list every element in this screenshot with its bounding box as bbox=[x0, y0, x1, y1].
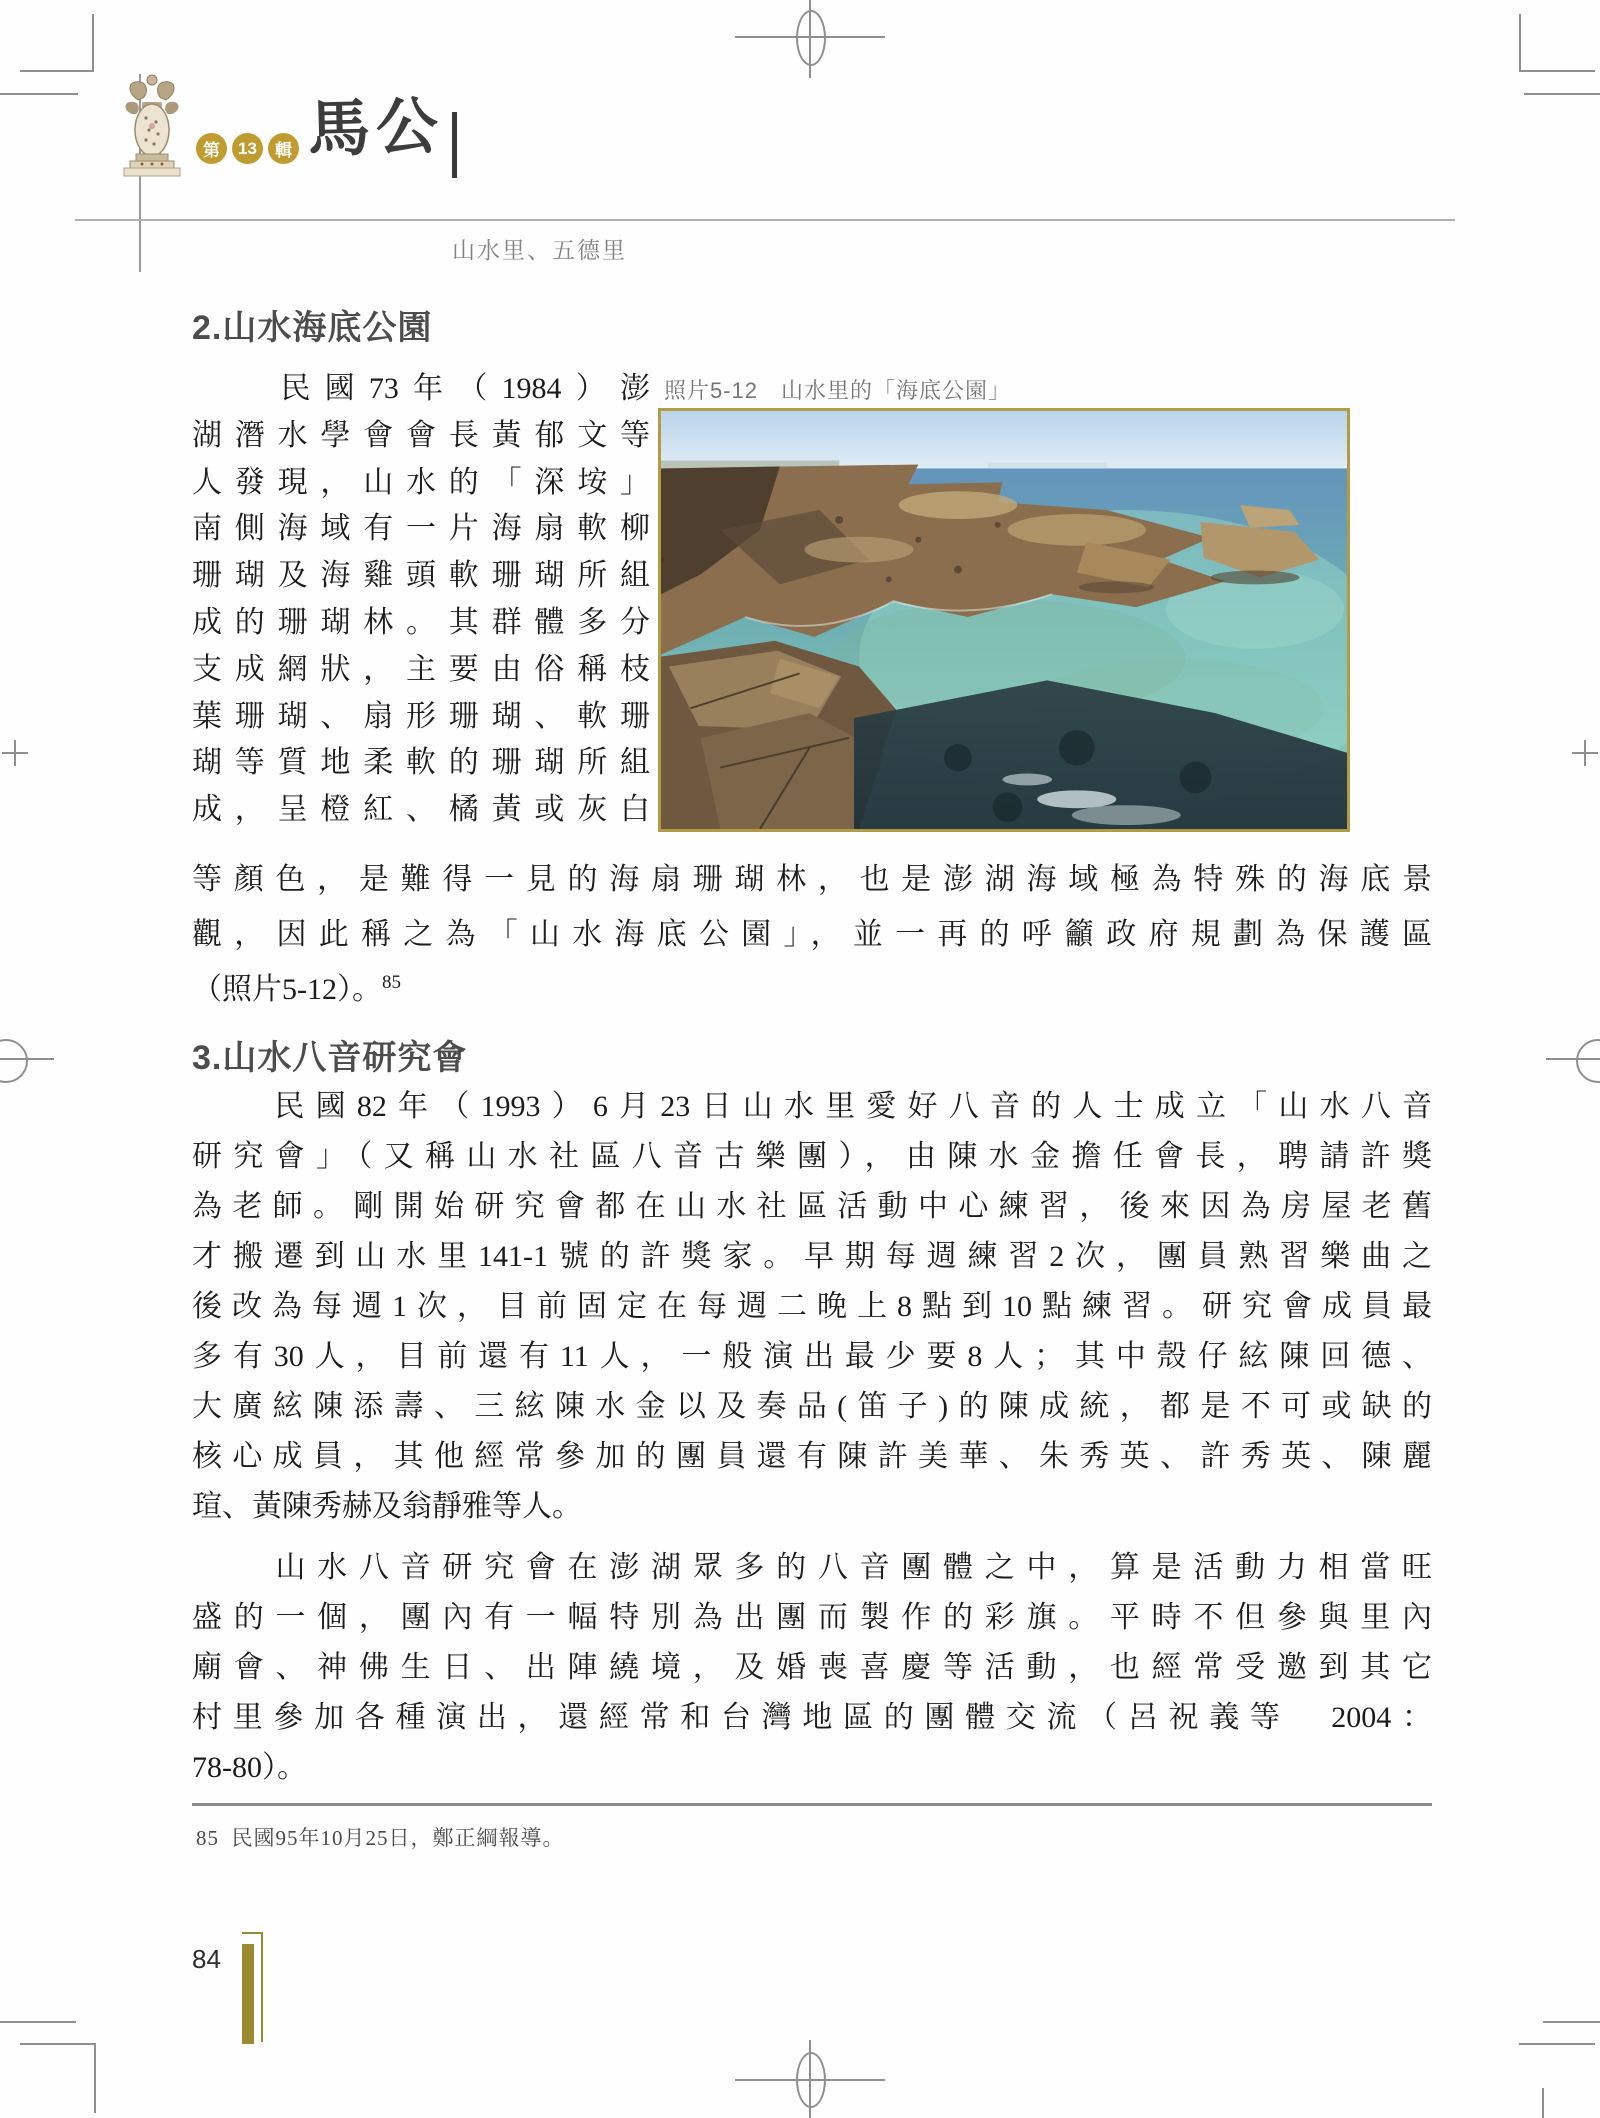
footnote-reference: 85 bbox=[382, 972, 401, 993]
crop-mark-top-left-h2 bbox=[0, 93, 78, 95]
body-line: 廟會、神佛生日、出陣繞境，及婚喪喜慶等活動，也經常受邀到其它 bbox=[192, 1651, 1432, 1684]
crop-mark-top-left-h bbox=[20, 70, 94, 72]
column-line: 成，呈橙紅、橘黃或灰白 bbox=[192, 793, 650, 827]
column-line: 成的珊瑚林。其群體多分 bbox=[192, 605, 650, 639]
footnote-number: 85 bbox=[196, 1826, 219, 1850]
crop-mark-top-right-v bbox=[1519, 14, 1521, 72]
body-line: 78-80）。 bbox=[192, 1751, 307, 1784]
column-line: 瑚等質地柔軟的珊瑚所組 bbox=[192, 746, 650, 780]
title-calligraphy: 馬公 bbox=[307, 93, 445, 165]
section2-full-paragraph bbox=[192, 852, 1432, 1017]
crop-mark-bottom-left-v bbox=[94, 2043, 96, 2113]
body-line: 瑄、黃陳秀赫及翁靜雅等人。 bbox=[192, 1490, 582, 1523]
body-line bbox=[192, 962, 1432, 1017]
register-cross-left-v bbox=[14, 740, 16, 766]
footnote-rule bbox=[192, 1803, 1432, 1806]
crop-mark-bottom-right-h bbox=[1543, 2021, 1600, 2023]
body-line: 民國82年（1993）6月23日山水里愛好八音的人士成立「山水八音 bbox=[192, 1090, 1432, 1123]
page-subtitle: 山水里、五德里 bbox=[452, 237, 627, 263]
body-line: 才搬遷到山水里141-1號的許獎家。早期每週練習2次，團員熟習樂曲之 bbox=[192, 1240, 1432, 1273]
footer-gold-bar bbox=[242, 1944, 254, 2044]
section2-left-column bbox=[192, 366, 650, 834]
body-line: 後改為每週1次，目前固定在每週二晚上8點到10點練習。研究會成員最 bbox=[192, 1290, 1432, 1323]
body-line-text: （照片5-12）。 bbox=[192, 973, 382, 1006]
footnote bbox=[196, 1822, 565, 1852]
crop-mark-top-right-h bbox=[1519, 70, 1595, 72]
register-line-right-mid bbox=[1546, 1058, 1600, 1060]
edition-badge-prefix: 第 bbox=[196, 133, 227, 164]
body-line: 等顏色，是難得一見的海扇珊瑚林，也是澎湖海域極為特殊的海底景 bbox=[192, 863, 1432, 896]
body-line: 大廣絃陳添壽、三絃陳水金以及奏品(笛子)的陳成統，都是不可或缺的 bbox=[192, 1390, 1432, 1423]
register-circle-left bbox=[0, 1039, 28, 1083]
column-line: 湖潛水學會會長黃郁文等 bbox=[192, 418, 650, 452]
crop-mark-bottom-right-h2 bbox=[1519, 2043, 1595, 2045]
footer-gold-line-vertical bbox=[261, 1932, 263, 2042]
section3-paragraph2 bbox=[192, 1543, 1432, 1793]
ornament-graphic bbox=[116, 70, 188, 178]
title-divider bbox=[452, 112, 457, 178]
section3-heading: 3.山水八音研究會 bbox=[192, 1039, 468, 1077]
body-line: 為老師。剛開始研究會都在山水社區活動中心練習，後來因為房屋老舊 bbox=[192, 1190, 1432, 1223]
edition-badges bbox=[196, 133, 299, 164]
register-mark-bottom-center-ellipse bbox=[796, 2052, 826, 2108]
edition-badge-number: 13 bbox=[232, 133, 263, 164]
register-mark-top-center-ellipse bbox=[796, 10, 826, 66]
crop-mark-bottom-left-h bbox=[0, 2021, 76, 2023]
header-rule bbox=[75, 219, 1455, 221]
column-line: 支成網狀，主要由俗稱枝 bbox=[192, 652, 650, 686]
header-ornament bbox=[116, 70, 188, 180]
column-line: 葉珊瑚、扇形珊瑚、軟珊 bbox=[192, 699, 650, 733]
page-number: 84 bbox=[192, 1944, 221, 1974]
crop-mark-top-left-v bbox=[92, 14, 94, 72]
body-line: 研究會」（又稱山水社區八音古樂團），由陳水金擔任會長，聘請許獎 bbox=[192, 1140, 1432, 1173]
column-line: 人發現，山水的「深垵」 bbox=[192, 465, 650, 499]
register-circle-right bbox=[1576, 1039, 1600, 1083]
body-line: 核心成員，其他經常參加的團員還有陳許美華、朱秀英、許秀英、陳麗 bbox=[192, 1440, 1432, 1473]
column-line: 珊瑚及海雞頭軟珊瑚所組 bbox=[192, 559, 650, 593]
column-line: 民國73年（1984）澎 bbox=[192, 372, 650, 405]
crop-mark-top-right-h2 bbox=[1524, 93, 1600, 95]
photo-frame bbox=[658, 408, 1350, 832]
column-line: 南側海域有一片海扇軟柳 bbox=[192, 512, 650, 546]
register-cross-right-v bbox=[1584, 740, 1586, 766]
footer-gold-line-horizontal bbox=[242, 1932, 263, 1934]
undersea-park-photo bbox=[661, 411, 1347, 829]
section2-heading: 2.山水海底公園 bbox=[192, 309, 433, 347]
body-line: 山水八音研究會在澎湖眾多的八音團體之中，算是活動力相當旺 bbox=[192, 1551, 1432, 1584]
crop-mark-bottom-left-h2 bbox=[20, 2043, 96, 2045]
body-line: 觀，因此稱之為「山水海底公園」，並一再的呼籲政府規劃為保護區 bbox=[192, 918, 1432, 951]
edition-badge-suffix: 輯 bbox=[268, 133, 299, 164]
section3-paragraph1 bbox=[192, 1082, 1432, 1532]
footnote-text: 民國95年10月25日，鄭正綱報導。 bbox=[231, 1826, 565, 1850]
body-line: 村里參加各種演出，還經常和台灣地區的團體交流（呂祝義等 2004： bbox=[192, 1701, 1432, 1734]
body-line: 多有30人，目前還有11人，一般演出最少要8人；其中殼仔絃陳回德、 bbox=[192, 1340, 1432, 1373]
register-line-left-mid bbox=[0, 1058, 54, 1060]
crop-mark-bottom-right-v bbox=[1542, 2088, 1544, 2118]
body-line: 盛的一個，團內有一幅特別為出團而製作的彩旗。平時不但參與里內 bbox=[192, 1601, 1432, 1634]
photo-caption: 照片5-12 山水里的「海底公園」 bbox=[664, 378, 1012, 403]
